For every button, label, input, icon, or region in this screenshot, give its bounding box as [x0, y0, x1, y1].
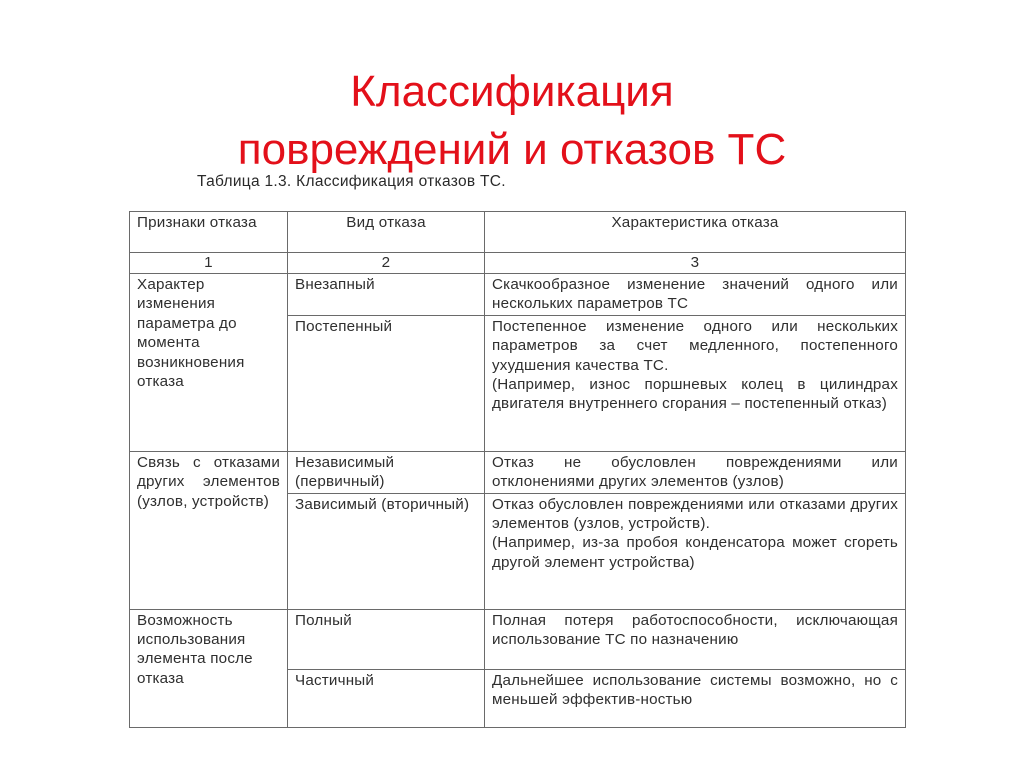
- failure-description-cell: [485, 493, 906, 609]
- failure-type-cell: Зависимый (вторичный): [288, 493, 485, 609]
- failure-description-text: Постепенное изменение одного или нескольких параметров за счет медленного, постепенного ухудшения качества ТС.: [492, 317, 898, 374]
- column-number-1: 1: [130, 253, 288, 274]
- header-failure-characteristic: Характеристика отказа: [485, 212, 906, 253]
- failure-type-cell: Постепенный: [288, 315, 485, 451]
- failure-example-note: (Например, износ поршневых колец в цилиндрах двигателя внутреннего сгорания – постепенный отказ): [492, 376, 898, 413]
- slide-title-line-1: Классификация: [350, 67, 674, 117]
- header-criterion: Признаки отказа: [130, 212, 288, 253]
- table-row: [130, 274, 906, 316]
- failure-example-note: (Например, из-за пробоя конденсатора может сгореть другой элемент устройства): [492, 534, 898, 571]
- criterion-cell: Связь с отказами других элементов (узлов, устройств): [130, 451, 288, 609]
- failure-description-cell: Скачкообразное изменение значений одного или нескольких параметров ТС: [485, 274, 906, 316]
- failure-description-cell: Отказ не обусловлен повреждениями или отклонениями других элементов (узлов): [485, 451, 906, 493]
- failure-description-cell: [485, 315, 906, 451]
- table-row: [130, 451, 906, 493]
- slide-title: [0, 63, 1024, 179]
- column-number-row: [130, 253, 906, 274]
- column-number-3: 3: [485, 253, 906, 274]
- header-failure-type: Вид отказа: [288, 212, 485, 253]
- slide-title-line-2: повреждений и отказов ТС: [237, 125, 787, 175]
- table-caption: Таблица 1.3. Классификация отказов ТС.: [197, 173, 506, 190]
- failure-description-cell: Дальнейшее использование системы возможно, но с меньшей эффектив-ностью: [485, 669, 906, 727]
- failure-type-cell: Внезапный: [288, 274, 485, 316]
- criterion-cell: Возможность использования элемента после отказа: [130, 609, 288, 727]
- failure-type-cell: Независимый (первичный): [288, 451, 485, 493]
- failure-description-text: Отказ обусловлен повреждениями или отказами других элементов (узлов, устройств).: [492, 495, 898, 533]
- table-header-row: [130, 212, 906, 253]
- failure-classification-table: [129, 211, 906, 728]
- criterion-cell: Характер изменения параметра до момента возникновения отказа: [130, 274, 288, 452]
- failure-type-cell: Полный: [288, 609, 485, 669]
- failure-description-cell: Полная потеря работоспособности, исключающая использование ТС по назначению: [485, 609, 906, 669]
- table-row: [130, 609, 906, 669]
- column-number-2: 2: [288, 253, 485, 274]
- failure-type-cell: Частичный: [288, 669, 485, 727]
